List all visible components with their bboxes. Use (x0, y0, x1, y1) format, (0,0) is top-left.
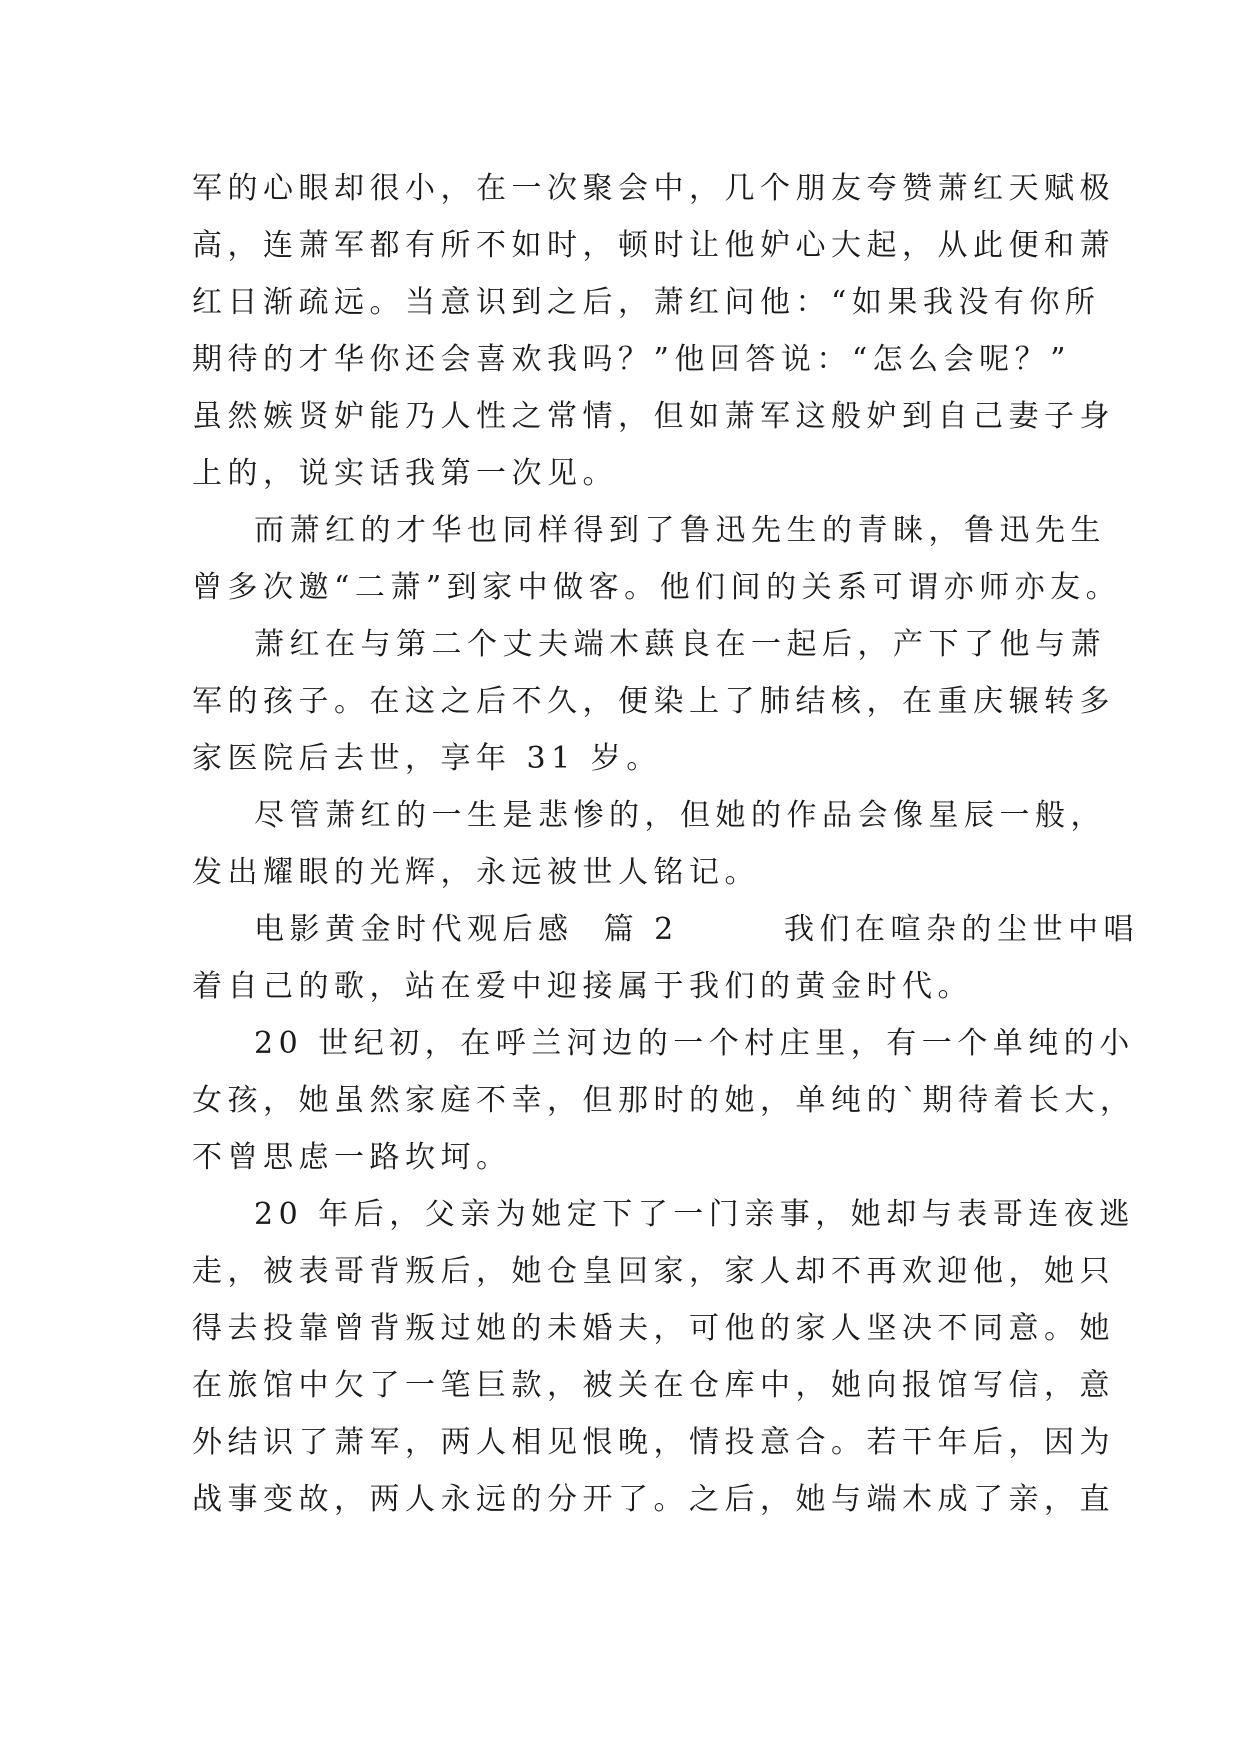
text-line: 发出耀眼的光辉，永远被世人铭记。 (192, 855, 760, 890)
text-line: 在旅馆中欠了一笔巨款，被关在仓库中，她向报馆写信，意 (192, 1368, 1115, 1403)
paragraph-first-line: 而萧红的才华也同样得到了鲁迅先生的青睐，鲁迅先生 (254, 513, 1106, 548)
text-line: 战事变故，两人永远的分开了。之后，她与端木成了亲，直 (192, 1482, 1115, 1517)
text-line: 虽然嫉贤妒能乃人性之常情，但如萧军这般妒到自己妻子身 (192, 399, 1115, 434)
text-line: 期待的才华你还会喜欢我吗？”他回答说：“怎么会呢？” (192, 342, 1072, 377)
text-line: 军的心眼却很小，在一次聚会中，几个朋友夸赞萧红天赋极 (192, 171, 1115, 206)
text-line: 红日渐疏远。当意识到之后，萧红问他：“如果我没有你所 (192, 285, 1101, 320)
paragraph-first-line: 20 世纪初，在呼兰河边的一个村庄里，有一个单纯的小 (254, 1026, 1135, 1061)
text-line: 上的，说实话我第一次见。 (192, 456, 618, 491)
section-heading-line: 电影黄金时代观后感 篇 2 我们在喧杂的尘世中唱 (254, 912, 1139, 947)
text-line: 外结识了萧军，两人相见恨晚，情投意合。若干年后，因为 (192, 1425, 1115, 1460)
text-line: 高，连萧军都有所不如时，顿时让他妒心大起，从此便和萧 (192, 228, 1115, 263)
body-text (192, 160, 1139, 1528)
paragraph-first-line: 尽管萧红的一生是悲惨的，但她的作品会像星辰一般， (254, 798, 1106, 833)
text-line: 曾多次邀“二萧”到家中做客。他们间的关系可谓亦师亦友。 (192, 570, 1122, 605)
text-line: 得去投靠曾背叛过她的未婚夫，可他的家人坚决不同意。她 (192, 1311, 1115, 1346)
text-line: 走，被表哥背叛后，她仓皇回家，家人却不再欢迎他，她只 (192, 1254, 1115, 1289)
text-line: 女孩，她虽然家庭不幸，但那时的她，单纯的`期待着长大， (192, 1083, 1136, 1118)
text-line: 着自己的歌，站在爱中迎接属于我们的黄金时代。 (192, 969, 973, 1004)
text-line: 不曾思虑一路坎坷。 (192, 1140, 512, 1175)
text-line: 家医院后去世，享年 31 岁。 (192, 741, 662, 776)
paragraph-first-line: 20 年后，父亲为她定下了一门亲事，她却与表哥连夜逃 (254, 1197, 1135, 1232)
paragraph-first-line: 萧红在与第二个丈夫端木蕻良在一起后，产下了他与萧 (254, 627, 1106, 662)
text-line: 军的孩子。在这之后不久，便染上了肺结核，在重庆辗转多 (192, 684, 1115, 719)
